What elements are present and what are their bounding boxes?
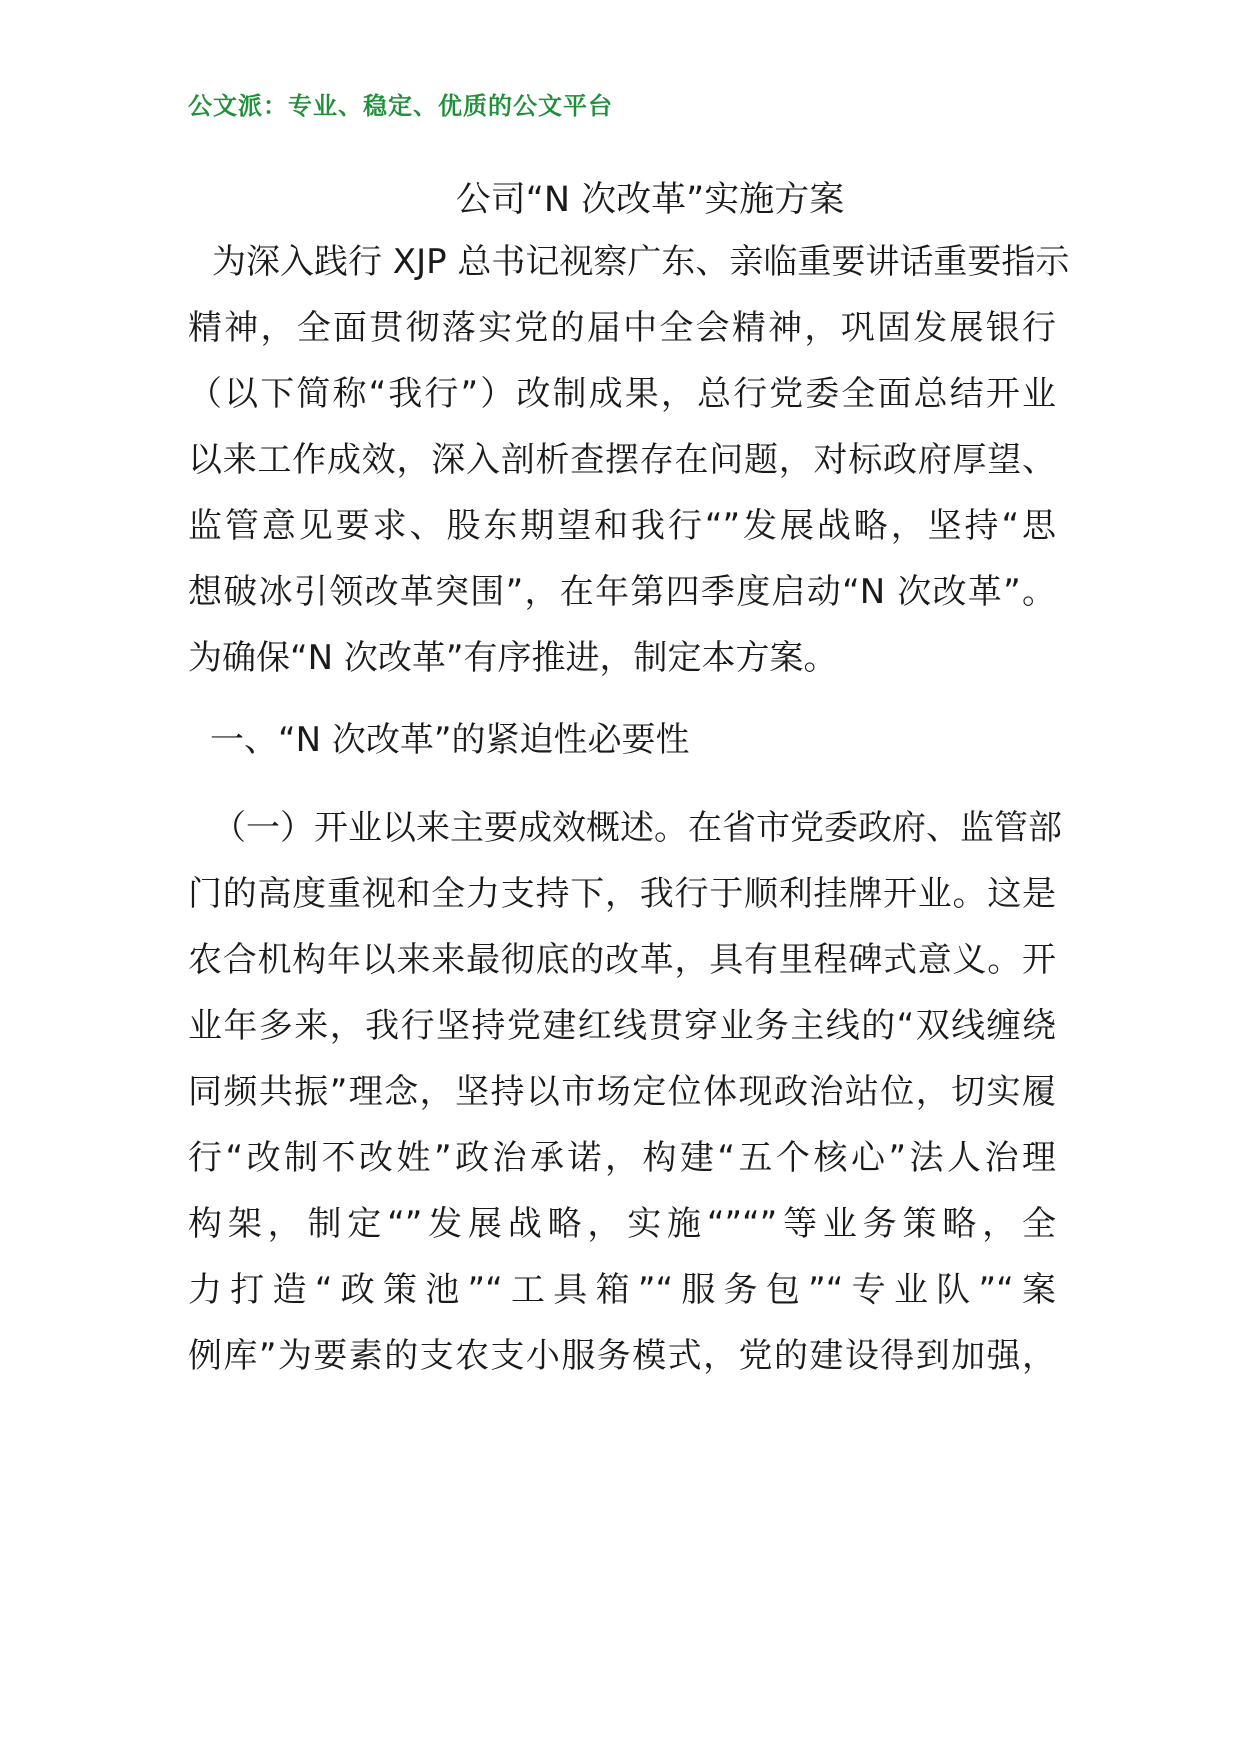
body-line: 行“改制不改姓”政治承诺，构建“五个核心”法人治理 bbox=[188, 1138, 1056, 1178]
site-header: 公文派：专业、稳定、优质的公文平台 bbox=[188, 92, 613, 120]
document-title: 公司“N 次改革”实施方案 bbox=[455, 180, 845, 220]
intro-line: （以下简称“我行”）改制成果，总行党委全面总结开业 bbox=[188, 374, 1056, 414]
intro-line: 以来工作成效，深入剖析查摆存在问题，对标政府厚望、 bbox=[188, 440, 1056, 480]
intro-line: 为深入践行 XJP 总书记视察广东、亲临重要讲话重要指示 bbox=[212, 242, 1070, 282]
body-line: 力打造“政策池”“工具箱”“服务包”“专业队”“案 bbox=[188, 1270, 1056, 1310]
intro-line: 为确保“N 次改革”有序推进，制定本方案。 bbox=[188, 638, 838, 678]
section-heading: 一、“N 次改革”的紧迫性必要性 bbox=[210, 720, 690, 760]
body-line: 门的高度重视和全力支持下，我行于顺利挂牌开业。这是 bbox=[188, 874, 1056, 914]
body-line: 同频共振”理念，坚持以市场定位体现政治站位，切实履 bbox=[188, 1072, 1056, 1112]
body-line: 业年多来，我行坚持党建红线贯穿业务主线的“双线缠绕 bbox=[188, 1006, 1056, 1046]
body-line: 构架，制定“”发展战略，实施“”“”等业务策略，全 bbox=[188, 1204, 1056, 1244]
intro-line: 精神，全面贯彻落实党的届中全会精神，巩固发展银行 bbox=[188, 308, 1056, 348]
body-line: 农合机构年以来来最彻底的改革，具有里程碑式意义。开 bbox=[188, 940, 1056, 980]
body-line: 例库”为要素的支农支小服务模式，党的建设得到加强， bbox=[188, 1336, 1056, 1376]
intro-line: 监管意见要求、股东期望和我行“”发展战略，坚持“思 bbox=[188, 506, 1056, 546]
body-line: （一）开业以来主要成效概述。在省市党委政府、监管部 bbox=[212, 808, 1062, 848]
intro-line: 想破冰引领改革突围”，在年第四季度启动“N 次改革”。 bbox=[188, 572, 1056, 612]
